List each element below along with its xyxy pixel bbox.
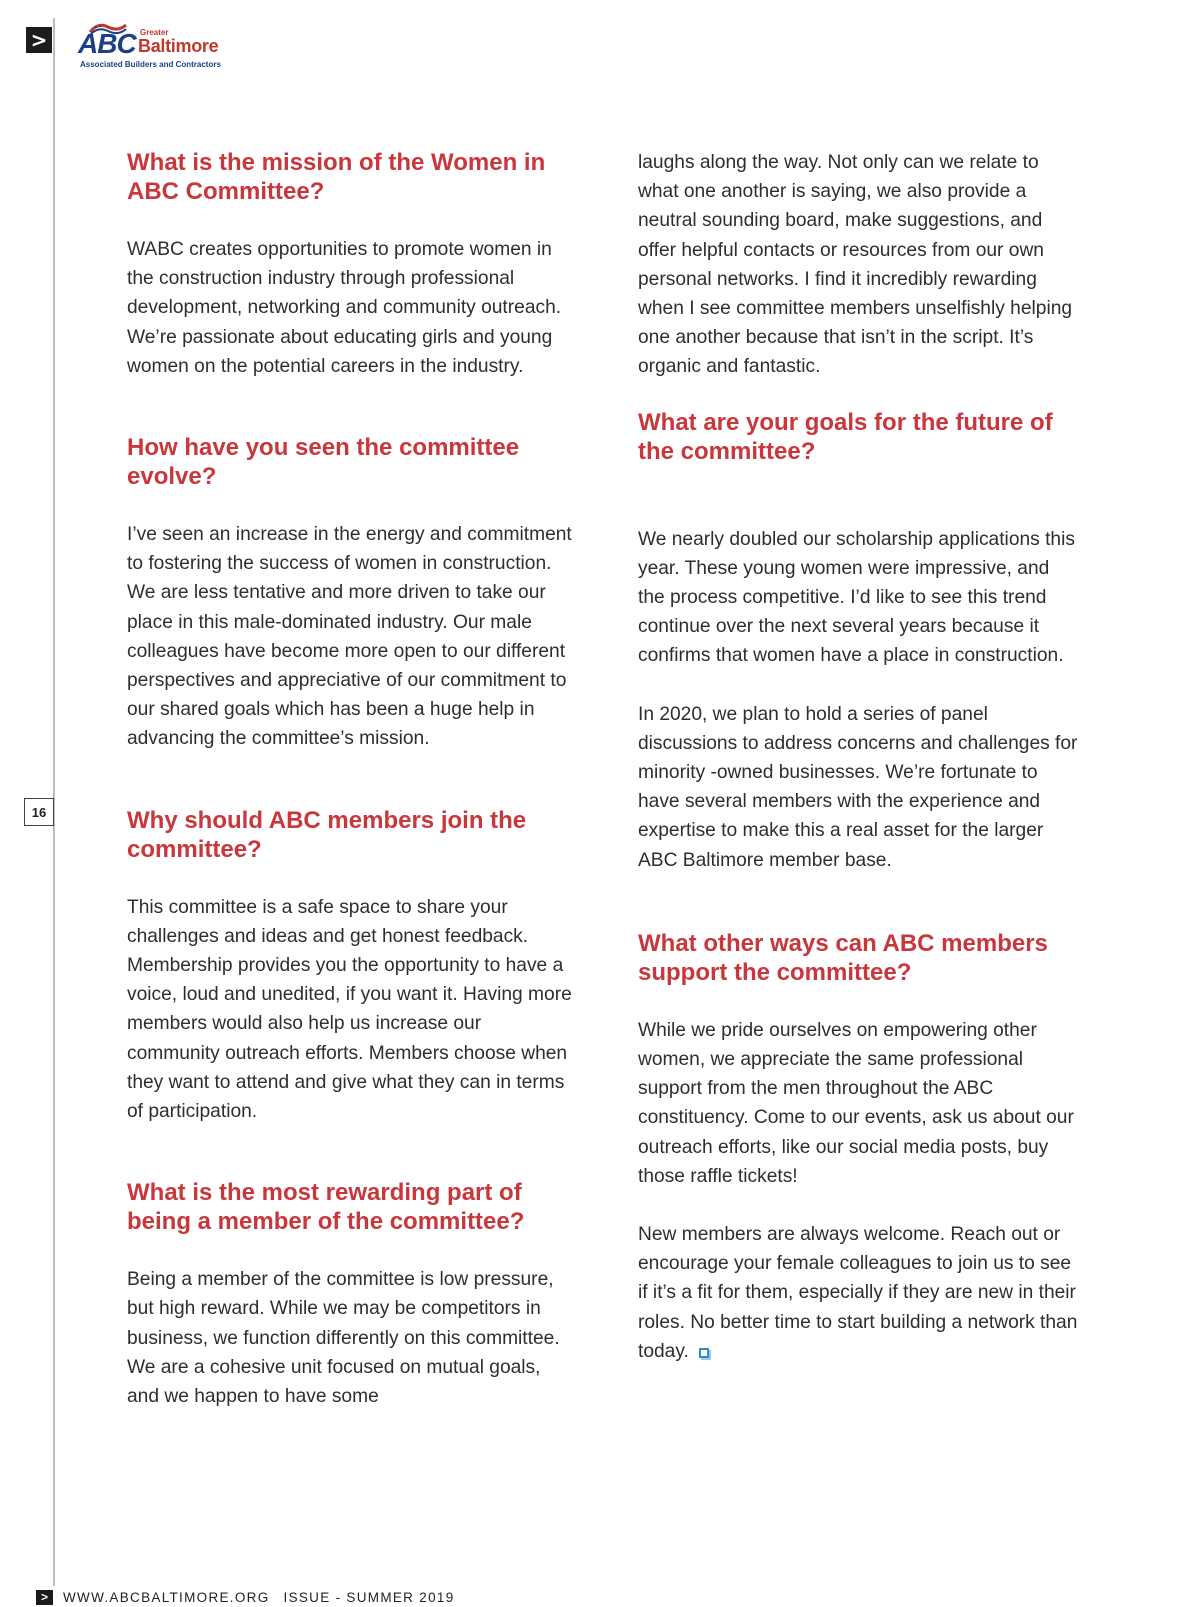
logo-city: Baltimore bbox=[138, 36, 219, 56]
section-heading-evolve: How have you seen the committee evolve? bbox=[127, 434, 520, 491]
arrow-right-icon[interactable]: > bbox=[36, 1590, 53, 1605]
logo-subtitle: Associated Builders and Contractors bbox=[80, 60, 221, 69]
arrow-right-icon[interactable]: > bbox=[26, 27, 52, 53]
section-body-goals-2: In 2020, we plan to hold a series of panel discussions to address concerns and challenges for minority -owned businesses. We’re fortunate to have several members with the experience and expertise to make this a real asset for the larger ABC Baltimore member base. bbox=[638, 703, 1078, 871]
right-column bbox=[638, 148, 1078, 1366]
logo-greater: Greater bbox=[140, 28, 169, 37]
section-body-support-2 bbox=[638, 1220, 1078, 1366]
section-heading-rewarding: What is the most rewarding part of being a member of the committee? bbox=[127, 1179, 525, 1236]
section-heading-mission: What is the mission of the Women in ABC Committee? bbox=[127, 149, 546, 205]
section-heading-goals: What are your goals for the future of the committee? bbox=[638, 408, 1053, 465]
section-body-support-2-text: New members are always welcome. Reach out or encourage your female colleagues to join us to see if it’s a fit for them, especially if they are new in their roles. No better time to start building a network than today. bbox=[638, 1224, 1078, 1362]
abc-baltimore-logo[interactable] bbox=[74, 20, 234, 75]
continued-text: laughs along the way. Not only can we relate to what one another is saying, we also provide a neutral sounding board, make suggestions, and offer helpful contacts or resources from our own personal networks. I find it incredibly rewarding when I see committee members unselfishly helping one another because that isn’t in the script. It’s organic and fantastic. bbox=[638, 152, 1073, 378]
section-body-mission: WABC creates opportunities to promote women in the construction industry through professional development, networking and community outreach. We’re passionate about educating girls and young women on the potential careers in the industry. bbox=[127, 239, 562, 377]
section-heading-support: What other ways can ABC members support the committee? bbox=[638, 929, 1048, 986]
section-body-goals-1: We nearly doubled our scholarship applications this year. These young women were impressive, and the process competitive. I’d like to see this trend continue over the next several years because it confirms that women have a place in construction. bbox=[638, 528, 1075, 667]
page-number: 16 bbox=[24, 798, 54, 826]
left-column bbox=[127, 148, 577, 1411]
section-body-join: This committee is a safe space to share your challenges and ideas and get honest feedback. Membership provides you the opportunity to have a voice, loud and unedited, if you want it. Having more members would also help us increase our community outreach efforts. Members choose when they want to attend and give what they can in terms of participation. bbox=[127, 896, 572, 1123]
end-of-article-icon bbox=[699, 1348, 709, 1358]
section-body-evolve: I’ve seen an increase in the energy and commitment to fostering the success of women in construction. We are less tentative and more driven to take our place in this male-dominated industry. Our male colleagues have become more open to our different perspectives and appreciative of our commitment to our shared goals which has been a huge help in advancing the committee’s mission. bbox=[127, 524, 572, 750]
footer-url[interactable]: WWW.ABCBALTIMORE.ORG bbox=[63, 1589, 270, 1605]
footer bbox=[36, 1587, 455, 1607]
section-body-support-1: While we pride ourselves on empowering other women, we appreciate the same professional support from the men throughout the ABC constituency. Come to our events, ask us about our outreach efforts, like our social media posts, buy those raffle tickets! bbox=[638, 1019, 1074, 1187]
section-heading-join: Why should ABC members join the committee? bbox=[127, 806, 527, 863]
footer-issue: ISSUE - SUMMER 2019 bbox=[283, 1589, 455, 1605]
logo-mark: ABC bbox=[78, 28, 136, 59]
section-body-rewarding: Being a member of the committee is low pressure, but high reward. While we may be competitors in business, we function differently on this committee. We are a cohesive unit focused on mutual goals, and we happen to have some bbox=[127, 1269, 560, 1408]
